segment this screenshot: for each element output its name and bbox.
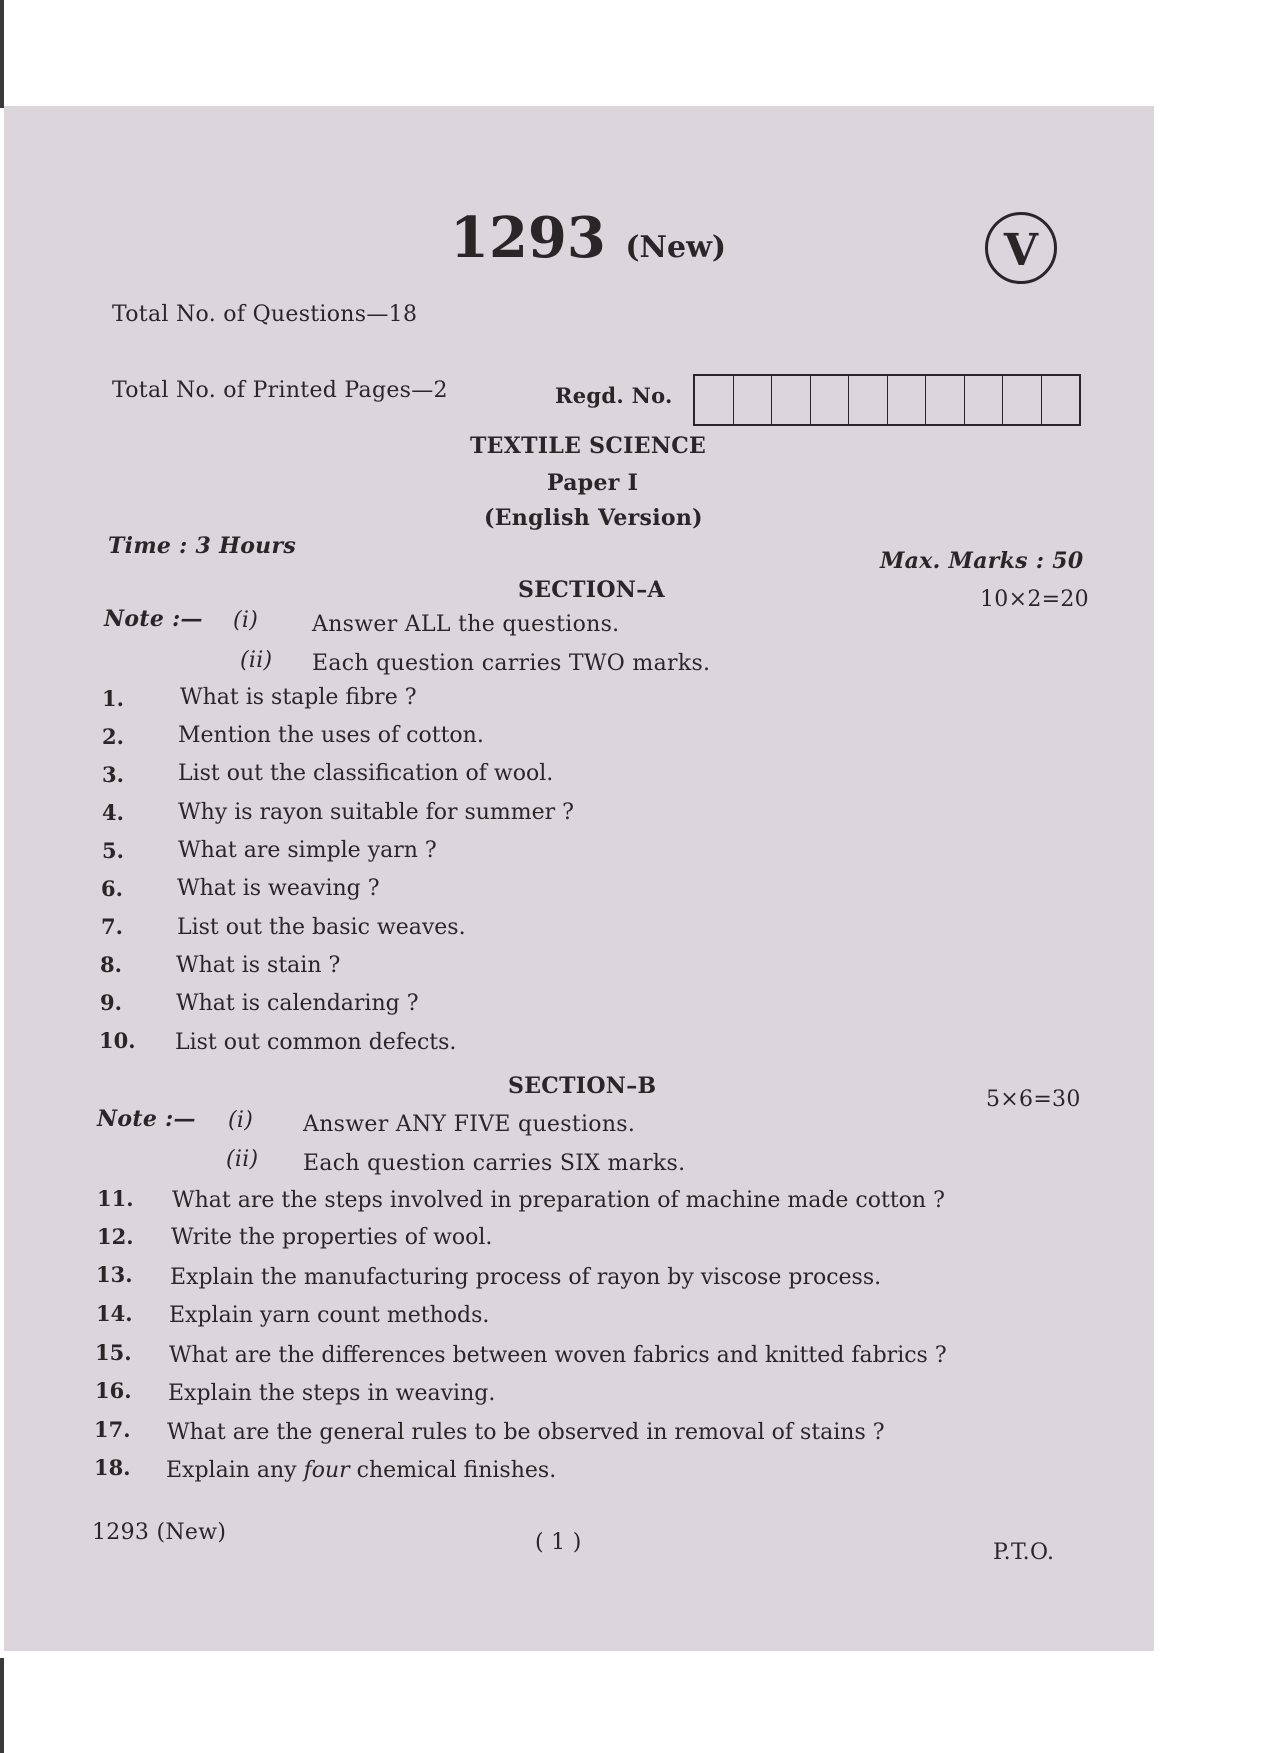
question-text: Mention the uses of cotton. (178, 723, 484, 748)
section-b-title: SECTION–B (508, 1073, 657, 1099)
question-text: What is calendaring ? (176, 991, 419, 1016)
section-b-note-text: Each question carries SIX marks. (303, 1151, 686, 1176)
question-number: 16. (95, 1378, 132, 1403)
question-number: 13. (96, 1262, 133, 1287)
question-text: List out the basic weaves. (177, 915, 466, 940)
section-a-title: SECTION–A (518, 577, 665, 603)
question-text: Explain the steps in weaving. (168, 1381, 496, 1406)
question-number: 6. (101, 876, 123, 901)
section-a-note-label: Note :— (104, 606, 203, 632)
regd-number-boxes (693, 374, 1081, 426)
question-text: Why is rayon suitable for summer ? (178, 800, 574, 825)
paper-number: Paper I (547, 470, 639, 496)
question-number: 10. (99, 1028, 136, 1053)
section-a-note-text: Each question carries TWO marks. (312, 651, 711, 676)
section-b-marks: 5×6=30 (986, 1087, 1081, 1112)
max-marks: Max. Marks : 50 (880, 548, 1084, 574)
scan-edge-top (0, 0, 4, 108)
page-number: ( 1 ) (535, 1530, 582, 1555)
pto-label: P.T.O. (993, 1540, 1055, 1565)
section-b-note-text: Answer ANY FIVE questions. (303, 1112, 636, 1137)
question-text: What are the differences between woven fabrics and knitted fabrics ? (169, 1343, 947, 1368)
version-language: (English Version) (484, 505, 703, 531)
section-b-note-num: (ii) (226, 1147, 259, 1172)
question-text: Explain the manufacturing process of rayon by viscose process. (170, 1265, 882, 1290)
question-text: Explain yarn count methods. (169, 1303, 490, 1328)
subject-title: TEXTILE SCIENCE (470, 433, 707, 459)
scan-edge-bottom (0, 1658, 4, 1753)
question-number: 12. (97, 1224, 134, 1249)
question-number: 18. (94, 1455, 131, 1480)
question-text: What are the steps involved in preparation of machine made cotton ? (172, 1188, 945, 1213)
question-text: Explain any four chemical finishes. (166, 1458, 557, 1483)
question-text: What are simple yarn ? (178, 838, 437, 863)
total-pages: Total No. of Printed Pages—2 (112, 378, 448, 403)
question-number: 15. (95, 1340, 132, 1365)
question-number: 8. (100, 952, 122, 977)
question-number: 17. (94, 1417, 131, 1442)
question-number: 9. (100, 990, 122, 1015)
question-text: List out the classification of wool. (178, 761, 554, 786)
question-number: 5. (102, 838, 124, 863)
question-text: What is staple fibre ? (180, 685, 417, 710)
version-badge: V (985, 212, 1057, 284)
section-a-note-text: Answer ALL the questions. (312, 612, 620, 637)
question-number: 3. (102, 762, 124, 787)
footer-paper-code: 1293 (New) (92, 1520, 227, 1545)
section-b-note-label: Note :— (97, 1106, 196, 1132)
section-a-note-num: (i) (233, 608, 259, 633)
total-questions: Total No. of Questions—18 (112, 302, 418, 327)
question-text: List out common defects. (175, 1030, 457, 1055)
question-number: 4. (102, 800, 124, 825)
paper-code-title: 1293 (New) (450, 205, 727, 271)
question-number: 11. (97, 1186, 134, 1211)
question-text: What are the general rules to be observed in removal of stains ? (167, 1420, 885, 1445)
question-text: What is weaving ? (177, 876, 380, 901)
question-number: 14. (96, 1301, 133, 1326)
question-number: 2. (102, 724, 124, 749)
question-number: 1. (102, 686, 124, 711)
section-b-note-num: (i) (228, 1108, 254, 1133)
section-a-marks: 10×2=20 (980, 587, 1089, 612)
question-number: 7. (101, 914, 123, 939)
time-allowed: Time : 3 Hours (108, 533, 297, 559)
regd-label: Regd. No. (555, 383, 673, 408)
section-a-note-num: (ii) (240, 648, 273, 673)
question-text: What is stain ? (176, 953, 341, 978)
question-text: Write the properties of wool. (171, 1225, 493, 1250)
